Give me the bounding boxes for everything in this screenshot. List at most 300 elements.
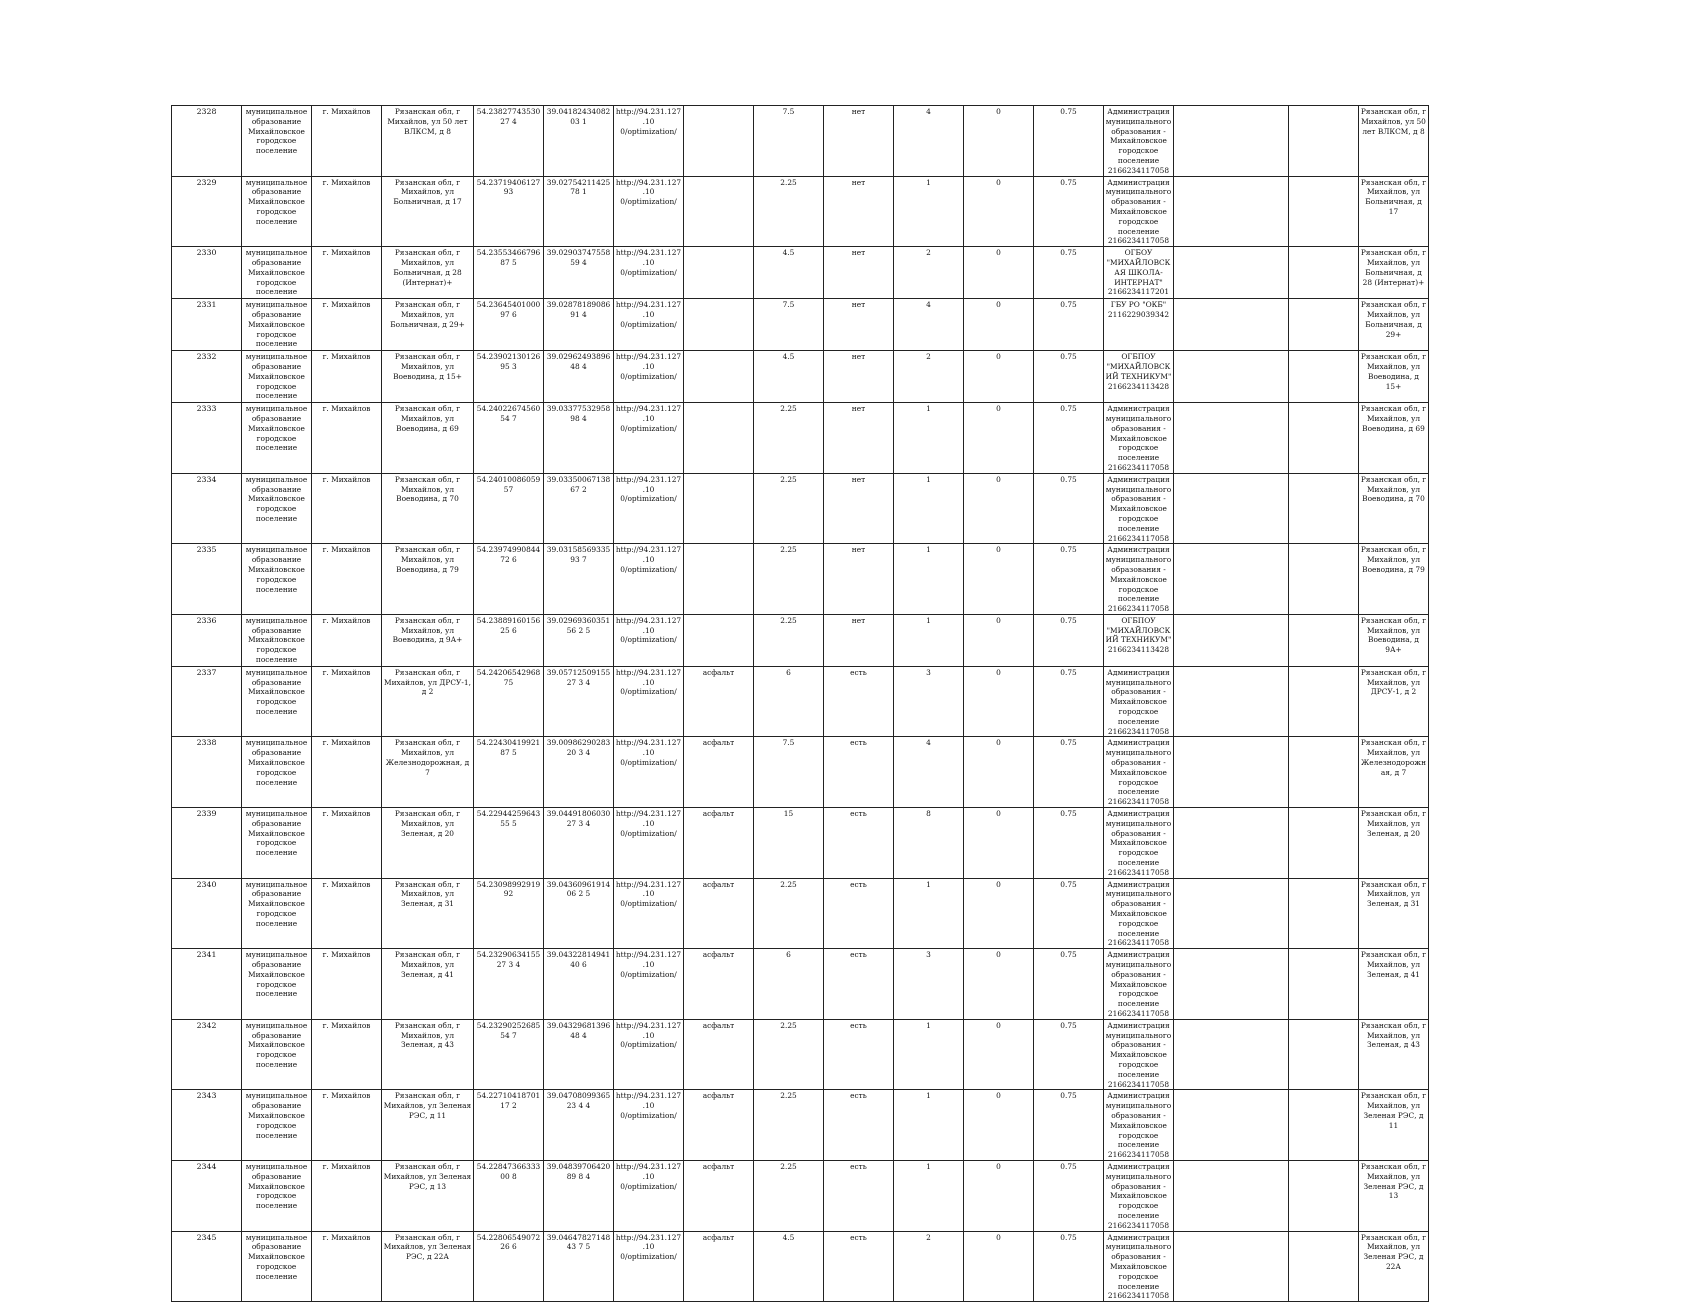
latitude-cell: 54.2420654296875 <box>474 666 544 737</box>
empty-cell <box>1174 351 1289 403</box>
volume-cell: 0.75 <box>1034 878 1104 949</box>
map-link-cell[interactable]: http://94.231.127.10 0/optimization/ <box>614 351 684 403</box>
fence-cell: есть <box>824 1160 894 1231</box>
zero-cell: 0 <box>964 878 1034 949</box>
volume-cell: 0.75 <box>1034 106 1104 177</box>
address-cell: Рязанская обл, г Михайлов, ул Зеленая РЭС, д 22А <box>382 1231 474 1302</box>
address-cell: Рязанская обл, г Михайлов, ул ДРСУ-1, д 2 <box>382 666 474 737</box>
table-row <box>172 544 1529 615</box>
municipality-type-cell: муниципальное образование Михайловское городское поселение <box>242 106 312 177</box>
map-link-cell[interactable]: http://94.231.127.10 0/optimization/ <box>614 403 684 474</box>
zero-cell: 0 <box>964 403 1034 474</box>
owner-cell: Администрация муниципального образования - Михайловское городское поселение 2166234117058 <box>1104 473 1174 544</box>
volume-cell: 0.75 <box>1034 808 1104 879</box>
latitude-cell: 54.2329063415527 3 4 <box>474 949 544 1020</box>
row-number-cell: 2342 <box>172 1019 242 1090</box>
map-link-cell[interactable]: http://94.231.127.10 0/optimization/ <box>614 737 684 808</box>
owner-cell: Администрация муниципального образования - Михайловское городское поселение 2166234117058 <box>1104 544 1174 615</box>
zero-cell: 0 <box>964 299 1034 351</box>
volume-cell: 0.75 <box>1034 351 1104 403</box>
empty-cell <box>1289 1231 1359 1302</box>
location-address-cell: Рязанская обл, г Михайлов, ул Зеленая, д 41 <box>1359 949 1429 1020</box>
city-cell: г. Михайлов <box>312 1019 382 1090</box>
location-address-cell: Рязанская обл, г Михайлов, ул Больничная, д 29+ <box>1359 299 1429 351</box>
location-address-cell: Рязанская обл, г Михайлов, ул Больничная, д 17 <box>1359 176 1429 247</box>
volume-cell: 0.75 <box>1034 1160 1104 1231</box>
empty-cell <box>1289 878 1359 949</box>
volume-cell: 0.75 <box>1034 473 1104 544</box>
location-address-cell: Рязанская обл, г Михайлов, ул Зеленая РЭС, д 22А <box>1359 1231 1429 1302</box>
surface-cell: асфальт <box>684 878 754 949</box>
municipality-type-cell: муниципальное образование Михайловское городское поселение <box>242 473 312 544</box>
table-row <box>172 614 1529 666</box>
owner-cell: ГБУ РО "ОКБ" 2116229039342 <box>1104 299 1174 351</box>
city-cell: г. Михайлов <box>312 176 382 247</box>
registry-table <box>171 105 1529 1302</box>
map-link-cell[interactable]: http://94.231.127.10 0/optimization/ <box>614 176 684 247</box>
fence-cell: есть <box>824 878 894 949</box>
container-count-cell: 2 <box>894 247 964 299</box>
latitude-cell: 54.2355346679687 5 <box>474 247 544 299</box>
empty-cell <box>1289 247 1359 299</box>
fence-cell: есть <box>824 1019 894 1090</box>
latitude-cell: 54.2401008605957 <box>474 473 544 544</box>
longitude-cell: 39.0432281494140 6 <box>544 949 614 1020</box>
longitude-cell: 39.0436096191406 2 5 <box>544 878 614 949</box>
location-address-cell: Рязанская обл, г Михайлов, ул Воеводина, д 9А+ <box>1359 614 1429 666</box>
municipality-type-cell: муниципальное образование Михайловское городское поселение <box>242 737 312 808</box>
surface-cell <box>684 247 754 299</box>
location-address-cell: Рязанская обл, г Михайлов, ул Зеленая РЭС, д 11 <box>1359 1090 1429 1161</box>
area-cell: 2.25 <box>754 614 824 666</box>
longitude-cell: 39.0287818908691 4 <box>544 299 614 351</box>
location-address-cell: Рязанская обл, г Михайлов, ул Железнодорожная, д 7 <box>1359 737 1429 808</box>
container-count-cell: 4 <box>894 737 964 808</box>
table-row <box>172 351 1529 403</box>
row-number-cell: 2338 <box>172 737 242 808</box>
owner-cell: Администрация муниципального образования - Михайловское городское поселение 2166234117058 <box>1104 1231 1174 1302</box>
zero-cell: 0 <box>964 949 1034 1020</box>
municipality-type-cell: муниципальное образование Михайловское городское поселение <box>242 1019 312 1090</box>
city-cell: г. Михайлов <box>312 737 382 808</box>
map-link-cell[interactable]: http://94.231.127.10 0/optimization/ <box>614 1019 684 1090</box>
map-link-cell[interactable]: http://94.231.127.10 0/optimization/ <box>614 106 684 177</box>
location-address-cell: Рязанская обл, г Михайлов, ул Зеленая, д 20 <box>1359 808 1429 879</box>
fence-cell: есть <box>824 666 894 737</box>
container-count-cell: 3 <box>894 949 964 1020</box>
empty-cell <box>1289 808 1359 879</box>
registry-table-body <box>172 106 1529 1302</box>
latitude-cell: 54.2329025268554 7 <box>474 1019 544 1090</box>
container-count-cell: 1 <box>894 176 964 247</box>
zero-cell: 0 <box>964 176 1034 247</box>
row-number-cell: 2337 <box>172 666 242 737</box>
area-cell: 7.5 <box>754 737 824 808</box>
city-cell: г. Михайлов <box>312 351 382 403</box>
city-cell: г. Михайлов <box>312 878 382 949</box>
map-link-cell[interactable]: http://94.231.127.10 0/optimization/ <box>614 949 684 1020</box>
empty-cell <box>1289 949 1359 1020</box>
location-address-cell: Рязанская обл, г Михайлов, ул Воеводина, д 69 <box>1359 403 1429 474</box>
area-cell: 7.5 <box>754 299 824 351</box>
empty-cell <box>1289 737 1359 808</box>
longitude-cell: 39.0337753295898 4 <box>544 403 614 474</box>
surface-cell <box>684 614 754 666</box>
surface-cell: асфальт <box>684 666 754 737</box>
address-cell: Рязанская обл, г Михайлов, ул Зеленая, д 31 <box>382 878 474 949</box>
address-cell: Рязанская обл, г Михайлов, ул Воеводина, д 15+ <box>382 351 474 403</box>
city-cell: г. Михайлов <box>312 949 382 1020</box>
area-cell: 7.5 <box>754 106 824 177</box>
volume-cell: 0.75 <box>1034 1090 1104 1161</box>
location-address-cell: Рязанская обл, г Михайлов, ул Зеленая РЭС, д 13 <box>1359 1160 1429 1231</box>
table-row <box>172 1231 1529 1302</box>
table-row <box>172 666 1529 737</box>
owner-cell: Администрация муниципального образования - Михайловское городское поселение 2166234117058 <box>1104 1090 1174 1161</box>
longitude-cell: 39.0470809936523 4 4 <box>544 1090 614 1161</box>
area-cell: 4.5 <box>754 1231 824 1302</box>
latitude-cell: 54.2280654907226 6 <box>474 1231 544 1302</box>
volume-cell: 0.75 <box>1034 614 1104 666</box>
municipality-type-cell: муниципальное образование Михайловское городское поселение <box>242 544 312 615</box>
owner-cell: Администрация муниципального образования - Михайловское городское поселение 2166234117058 <box>1104 403 1174 474</box>
container-count-cell: 2 <box>894 1231 964 1302</box>
latitude-cell: 54.2294425964355 5 <box>474 808 544 879</box>
empty-cell <box>1174 106 1289 177</box>
volume-cell: 0.75 <box>1034 1231 1104 1302</box>
volume-cell: 0.75 <box>1034 949 1104 1020</box>
fence-cell: нет <box>824 247 894 299</box>
row-number-cell: 2332 <box>172 351 242 403</box>
area-cell: 2.25 <box>754 1090 824 1161</box>
owner-cell: Администрация муниципального образования - Михайловское городское поселение 2166234117058 <box>1104 1160 1174 1231</box>
volume-cell: 0.75 <box>1034 1019 1104 1090</box>
municipality-type-cell: муниципальное образование Михайловское городское поселение <box>242 403 312 474</box>
surface-cell: асфальт <box>684 737 754 808</box>
address-cell: Рязанская обл, г Михайлов, ул Зеленая, д 41 <box>382 949 474 1020</box>
city-cell: г. Михайлов <box>312 1160 382 1231</box>
longitude-cell: 39.0335006713867 2 <box>544 473 614 544</box>
area-cell: 4.5 <box>754 247 824 299</box>
address-cell: Рязанская обл, г Михайлов, ул Зеленая РЭС, д 13 <box>382 1160 474 1231</box>
zero-cell: 0 <box>964 1090 1034 1161</box>
zero-cell: 0 <box>964 351 1034 403</box>
surface-cell <box>684 544 754 615</box>
longitude-cell: 39.0571250915527 3 4 <box>544 666 614 737</box>
address-cell: Рязанская обл, г Михайлов, ул Воеводина, д 69 <box>382 403 474 474</box>
municipality-type-cell: муниципальное образование Михайловское городское поселение <box>242 176 312 247</box>
location-address-cell: Рязанская обл, г Михайлов, ул Воеводина, д 70 <box>1359 473 1429 544</box>
municipality-type-cell: муниципальное образование Михайловское городское поселение <box>242 299 312 351</box>
zero-cell: 0 <box>964 544 1034 615</box>
latitude-cell: 54.2271041870117 2 <box>474 1090 544 1161</box>
address-cell: Рязанская обл, г Михайлов, ул Больничная, д 29+ <box>382 299 474 351</box>
map-link-cell[interactable]: http://94.231.127.10 0/optimization/ <box>614 299 684 351</box>
area-cell: 2.25 <box>754 176 824 247</box>
address-cell: Рязанская обл, г Михайлов, ул Железнодорожная, д 7 <box>382 737 474 808</box>
municipality-type-cell: муниципальное образование Михайловское городское поселение <box>242 666 312 737</box>
empty-cell <box>1174 1231 1289 1302</box>
map-link-cell[interactable]: http://94.231.127.10 0/optimization/ <box>614 473 684 544</box>
table-row <box>172 403 1529 474</box>
table-row <box>172 299 1529 351</box>
city-cell: г. Михайлов <box>312 473 382 544</box>
empty-cell <box>1289 176 1359 247</box>
volume-cell: 0.75 <box>1034 403 1104 474</box>
address-cell: Рязанская обл, г Михайлов, ул Зеленая, д 20 <box>382 808 474 879</box>
owner-cell: Администрация муниципального образования - Михайловское городское поселение 2166234117058 <box>1104 737 1174 808</box>
fence-cell: нет <box>824 544 894 615</box>
latitude-cell: 54.2243041992187 5 <box>474 737 544 808</box>
latitude-cell: 54.2390213012695 3 <box>474 351 544 403</box>
container-count-cell: 1 <box>894 614 964 666</box>
empty-cell <box>1289 614 1359 666</box>
area-cell: 2.25 <box>754 403 824 474</box>
empty-cell <box>1174 878 1289 949</box>
address-cell: Рязанская обл, г Михайлов, ул Больничная, д 28 (Интернат)+ <box>382 247 474 299</box>
row-number-cell: 2329 <box>172 176 242 247</box>
area-cell: 4.5 <box>754 351 824 403</box>
empty-cell <box>1174 544 1289 615</box>
empty-cell <box>1174 1019 1289 1090</box>
map-link-cell[interactable]: http://94.231.127.10 0/optimization/ <box>614 808 684 879</box>
location-address-cell: Рязанская обл, г Михайлов, ул ДРСУ-1, д 2 <box>1359 666 1429 737</box>
empty-cell <box>1289 299 1359 351</box>
longitude-cell: 39.0418243408203 1 <box>544 106 614 177</box>
surface-cell <box>684 403 754 474</box>
longitude-cell: 39.0296936035156 2 5 <box>544 614 614 666</box>
volume-cell: 0.75 <box>1034 737 1104 808</box>
city-cell: г. Михайлов <box>312 808 382 879</box>
owner-cell: Администрация муниципального образования - Михайловское городское поселение 2166234117058 <box>1104 666 1174 737</box>
row-number-cell: 2331 <box>172 299 242 351</box>
volume-cell: 0.75 <box>1034 544 1104 615</box>
owner-cell: Администрация муниципального образования - Михайловское городское поселение 2166234117058 <box>1104 176 1174 247</box>
empty-cell <box>1289 351 1359 403</box>
municipality-type-cell: муниципальное образование Михайловское городское поселение <box>242 351 312 403</box>
surface-cell <box>684 176 754 247</box>
address-cell: Рязанская обл, г Михайлов, ул Зеленая, д 43 <box>382 1019 474 1090</box>
row-number-cell: 2336 <box>172 614 242 666</box>
container-count-cell: 3 <box>894 666 964 737</box>
owner-cell: Администрация муниципального образования - Михайловское городское поселение 2166234117058 <box>1104 1019 1174 1090</box>
table-row <box>172 808 1529 879</box>
table-row <box>172 949 1529 1020</box>
area-cell: 6 <box>754 949 824 1020</box>
container-count-cell: 8 <box>894 808 964 879</box>
map-link-cell[interactable]: http://94.231.127.10 0/optimization/ <box>614 247 684 299</box>
latitude-cell: 54.2382774353027 4 <box>474 106 544 177</box>
fence-cell: нет <box>824 106 894 177</box>
volume-cell: 0.75 <box>1034 247 1104 299</box>
map-link-cell[interactable]: http://94.231.127.10 0/optimization/ <box>614 1231 684 1302</box>
longitude-cell: 39.0290374755859 4 <box>544 247 614 299</box>
empty-cell <box>1174 1090 1289 1161</box>
surface-cell: асфальт <box>684 1090 754 1161</box>
longitude-cell: 39.0296249389648 4 <box>544 351 614 403</box>
surface-cell: асфальт <box>684 1231 754 1302</box>
table-row <box>172 176 1529 247</box>
map-link-cell[interactable]: http://94.231.127.10 0/optimization/ <box>614 1090 684 1161</box>
empty-cell <box>1174 299 1289 351</box>
latitude-cell: 54.2388916015625 6 <box>474 614 544 666</box>
location-address-cell: Рязанская обл, г Михайлов, ул Воеводина, д 15+ <box>1359 351 1429 403</box>
map-link-cell[interactable]: http://94.231.127.10 0/optimization/ <box>614 544 684 615</box>
empty-cell <box>1289 1160 1359 1231</box>
empty-cell <box>1289 666 1359 737</box>
table-row <box>172 473 1529 544</box>
owner-cell: Администрация муниципального образования - Михайловское городское поселение 2166234117058 <box>1104 949 1174 1020</box>
city-cell: г. Михайлов <box>312 614 382 666</box>
area-cell: 2.25 <box>754 544 824 615</box>
row-number-cell: 2345 <box>172 1231 242 1302</box>
zero-cell: 0 <box>964 737 1034 808</box>
municipality-type-cell: муниципальное образование Михайловское городское поселение <box>242 1231 312 1302</box>
zero-cell: 0 <box>964 473 1034 544</box>
fence-cell: есть <box>824 737 894 808</box>
zero-cell: 0 <box>964 614 1034 666</box>
empty-cell <box>1174 808 1289 879</box>
surface-cell <box>684 106 754 177</box>
city-cell: г. Михайлов <box>312 247 382 299</box>
map-link-cell[interactable]: http://94.231.127.10 0/optimization/ <box>614 614 684 666</box>
empty-cell <box>1174 666 1289 737</box>
latitude-cell: 54.2364540100097 6 <box>474 299 544 351</box>
location-address-cell: Рязанская обл, г Михайлов, ул Воеводина, д 79 <box>1359 544 1429 615</box>
owner-cell: ОГБОУ "МИХАЙЛОВСКАЯ ШКОЛА-ИНТЕРНАТ" 2166234117201 <box>1104 247 1174 299</box>
row-number-cell: 2340 <box>172 878 242 949</box>
zero-cell: 0 <box>964 247 1034 299</box>
surface-cell <box>684 473 754 544</box>
fence-cell: есть <box>824 1090 894 1161</box>
city-cell: г. Михайлов <box>312 544 382 615</box>
area-cell: 6 <box>754 666 824 737</box>
surface-cell: асфальт <box>684 1160 754 1231</box>
row-number-cell: 2334 <box>172 473 242 544</box>
owner-cell: Администрация муниципального образования - Михайловское городское поселение 2166234117058 <box>1104 878 1174 949</box>
address-cell: Рязанская обл, г Михайлов, ул 50 лет ВЛКСМ, д 8 <box>382 106 474 177</box>
empty-cell <box>1174 403 1289 474</box>
area-cell: 2.25 <box>754 1019 824 1090</box>
empty-cell <box>1174 614 1289 666</box>
empty-cell <box>1289 1090 1359 1161</box>
empty-cell <box>1174 247 1289 299</box>
city-cell: г. Михайлов <box>312 106 382 177</box>
empty-cell <box>1289 473 1359 544</box>
owner-cell: Администрация муниципального образования - Михайловское городское поселение 2166234117058 <box>1104 808 1174 879</box>
area-cell: 2.25 <box>754 1160 824 1231</box>
latitude-cell: 54.2402267456054 7 <box>474 403 544 474</box>
empty-cell <box>1289 1019 1359 1090</box>
municipality-type-cell: муниципальное образование Михайловское городское поселение <box>242 878 312 949</box>
area-cell: 2.25 <box>754 878 824 949</box>
empty-cell <box>1174 176 1289 247</box>
city-cell: г. Михайлов <box>312 1090 382 1161</box>
row-number-cell: 2344 <box>172 1160 242 1231</box>
municipality-type-cell: муниципальное образование Михайловское городское поселение <box>242 1160 312 1231</box>
map-link-cell[interactable]: http://94.231.127.10 0/optimization/ <box>614 1160 684 1231</box>
longitude-cell: 39.0449180603027 3 4 <box>544 808 614 879</box>
fence-cell: есть <box>824 808 894 879</box>
row-number-cell: 2330 <box>172 247 242 299</box>
row-number-cell: 2328 <box>172 106 242 177</box>
row-number-cell: 2339 <box>172 808 242 879</box>
zero-cell: 0 <box>964 808 1034 879</box>
zero-cell: 0 <box>964 1160 1034 1231</box>
container-count-cell: 2 <box>894 351 964 403</box>
longitude-cell: 39.0464782714843 7 5 <box>544 1231 614 1302</box>
map-link-cell[interactable]: http://94.231.127.10 0/optimization/ <box>614 666 684 737</box>
container-count-cell: 1 <box>894 473 964 544</box>
address-cell: Рязанская обл, г Михайлов, ул Воеводина, д 9А+ <box>382 614 474 666</box>
address-cell: Рязанская обл, г Михайлов, ул Воеводина, д 70 <box>382 473 474 544</box>
zero-cell: 0 <box>964 106 1034 177</box>
table-row <box>172 247 1529 299</box>
fence-cell: нет <box>824 614 894 666</box>
surface-cell <box>684 299 754 351</box>
area-cell: 15 <box>754 808 824 879</box>
fence-cell: нет <box>824 299 894 351</box>
zero-cell: 0 <box>964 1019 1034 1090</box>
surface-cell: асфальт <box>684 808 754 879</box>
longitude-cell: 39.0483970642089 8 4 <box>544 1160 614 1231</box>
empty-cell <box>1289 106 1359 177</box>
table-row <box>172 106 1529 177</box>
empty-cell <box>1174 949 1289 1020</box>
latitude-cell: 54.2397499084472 6 <box>474 544 544 615</box>
zero-cell: 0 <box>964 1231 1034 1302</box>
location-address-cell: Рязанская обл, г Михайлов, ул Зеленая, д 31 <box>1359 878 1429 949</box>
city-cell: г. Михайлов <box>312 1231 382 1302</box>
city-cell: г. Михайлов <box>312 403 382 474</box>
latitude-cell: 54.2309899291992 <box>474 878 544 949</box>
area-cell: 2.25 <box>754 473 824 544</box>
volume-cell: 0.75 <box>1034 176 1104 247</box>
address-cell: Рязанская обл, г Михайлов, ул Больничная, д 17 <box>382 176 474 247</box>
location-address-cell: Рязанская обл, г Михайлов, ул 50 лет ВЛКСМ, д 8 <box>1359 106 1429 177</box>
location-address-cell: Рязанская обл, г Михайлов, ул Больничная, д 28 (Интернат)+ <box>1359 247 1429 299</box>
row-number-cell: 2343 <box>172 1090 242 1161</box>
address-cell: Рязанская обл, г Михайлов, ул Воеводина, д 79 <box>382 544 474 615</box>
table-row <box>172 737 1529 808</box>
empty-cell <box>1174 473 1289 544</box>
volume-cell: 0.75 <box>1034 299 1104 351</box>
map-link-cell[interactable]: http://94.231.127.10 0/optimization/ <box>614 878 684 949</box>
owner-cell: Администрация муниципального образования - Михайловское городское поселение 2166234117058 <box>1104 106 1174 177</box>
owner-cell: ОГБПОУ "МИХАЙЛОВСКИЙ ТЕХНИКУМ" 2166234113428 <box>1104 614 1174 666</box>
longitude-cell: 39.0432968139648 4 <box>544 1019 614 1090</box>
latitude-cell: 54.2371940612793 <box>474 176 544 247</box>
volume-cell: 0.75 <box>1034 666 1104 737</box>
location-address-cell: Рязанская обл, г Михайлов, ул Зеленая, д 43 <box>1359 1019 1429 1090</box>
empty-cell <box>1174 737 1289 808</box>
container-count-cell: 1 <box>894 403 964 474</box>
table-row <box>172 1090 1529 1161</box>
municipality-type-cell: муниципальное образование Михайловское городское поселение <box>242 949 312 1020</box>
fence-cell: нет <box>824 403 894 474</box>
container-count-cell: 1 <box>894 878 964 949</box>
table-row <box>172 1019 1529 1090</box>
fence-cell: нет <box>824 176 894 247</box>
latitude-cell: 54.2284736633300 8 <box>474 1160 544 1231</box>
row-number-cell: 2341 <box>172 949 242 1020</box>
address-cell: Рязанская обл, г Михайлов, ул Зеленая РЭС, д 11 <box>382 1090 474 1161</box>
table-row <box>172 878 1529 949</box>
longitude-cell: 39.0315856933593 7 <box>544 544 614 615</box>
municipality-type-cell: муниципальное образование Михайловское городское поселение <box>242 808 312 879</box>
surface-cell: асфальт <box>684 949 754 1020</box>
city-cell: г. Михайлов <box>312 299 382 351</box>
